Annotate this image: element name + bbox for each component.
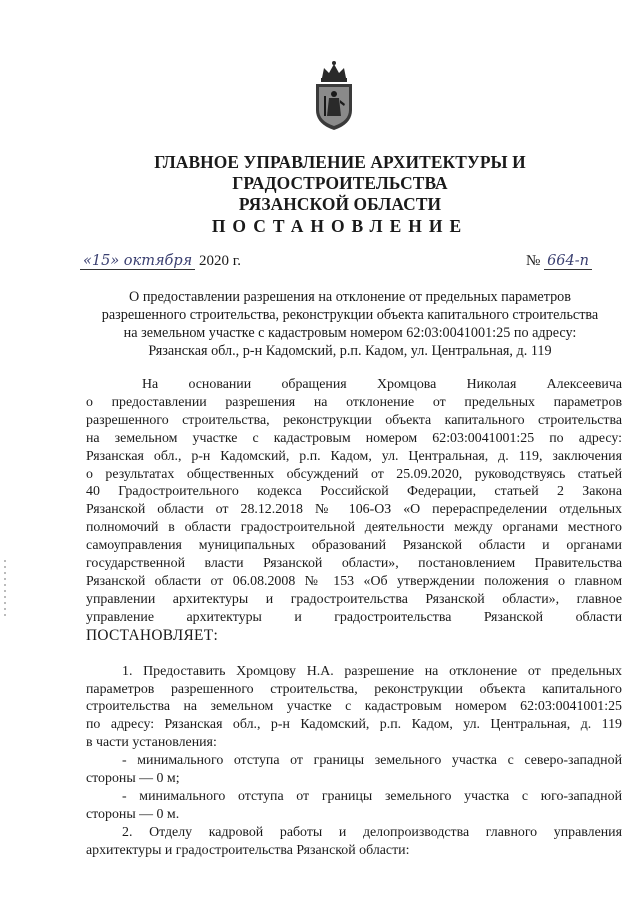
decree-word: ПОСТАНОВЛЯЕТ: bbox=[86, 626, 219, 644]
document-type-title: ПОСТАНОВЛЕНИЕ bbox=[211, 216, 469, 236]
preamble-continuation bbox=[86, 394, 622, 627]
preamble-line: государственной власти Рязанской области», постановлением Правительства bbox=[86, 556, 622, 572]
item-1-dash-1 bbox=[86, 752, 622, 788]
item-1-line: 1. Предоставить Хромцову Н.А. разрешение на отклонение от предельных bbox=[122, 663, 622, 679]
handwritten-number: 664-п bbox=[544, 253, 592, 270]
preamble-line: на земельном участке с кадастровым номером 62:03:0041001:25 по адресу: bbox=[86, 430, 622, 446]
subject-line: О предоставлении разрешения на отклонение от предельных параметров bbox=[129, 289, 571, 305]
item-2-paragraph bbox=[86, 824, 622, 860]
item-2-line: архитектуры и градостроительства Рязанской области: bbox=[86, 842, 410, 858]
document-year: 2020 г. bbox=[199, 253, 241, 269]
item-1-line: параметров разрешенного строительства, реконструкции объекта капитального bbox=[86, 681, 622, 697]
item-1-line: в части установления: bbox=[86, 735, 217, 751]
preamble-line: о предоставлении разрешения на отклонение от предельных параметров bbox=[86, 394, 622, 410]
document-number bbox=[526, 253, 592, 270]
agency-name bbox=[60, 152, 620, 215]
preamble-line: 40 Градостроительного кодекса Российской Федерации, статьей 2 Закона bbox=[86, 484, 622, 500]
item-1-paragraph bbox=[86, 663, 622, 753]
item-2-line: 2. Отделу кадровой работы и делопроизводства главного управления bbox=[122, 824, 622, 840]
subject-line: на земельном участке с кадастровым номером 62:03:0041001:25 по адресу: bbox=[123, 325, 577, 341]
item-1-line: строительства на земельном участке с кадастровым номером 62:03:0041001:25 bbox=[86, 699, 622, 715]
preamble-line: управление архитектуры и градостроительства Рязанской области bbox=[86, 609, 622, 625]
subject-line: Рязанская обл., р-н Кадомский, р.п. Кадом, ул. Центральная, д. 119 bbox=[148, 343, 552, 359]
number-sign: № bbox=[526, 253, 541, 269]
item-1-dash-2 bbox=[86, 788, 622, 824]
preamble-line: Рязанской области от 06.08.2008 № 153 «Об утверждении положения о главном bbox=[86, 573, 622, 589]
dash-line: - минимального отступа от границы земельного участка с северо-западной bbox=[122, 753, 622, 769]
preamble-line: разрешенного строительства, реконструкции объекта капитального строительства bbox=[86, 412, 622, 428]
coat-of-arms-emblem bbox=[312, 60, 356, 132]
document-subject bbox=[90, 288, 610, 360]
document-date bbox=[80, 253, 241, 270]
preamble-line: Рязанской области от 28.12.2018 № 106-ОЗ «О перераспределении отдельных bbox=[86, 502, 622, 518]
agency-name-line1: ГЛАВНОЕ УПРАВЛЕНИЕ АРХИТЕКТУРЫ И ГРАДОСТРОИТЕЛЬСТВА bbox=[154, 152, 526, 193]
scan-margin-mark bbox=[4, 560, 6, 620]
subject-line: разрешенного строительства, реконструкции объекта капитального строительства bbox=[101, 307, 599, 323]
dash-line: - минимального отступа от границы земельного участка с юго-западной bbox=[122, 788, 622, 804]
preamble-line: полномочий в области градостроительной деятельности между органами местного bbox=[86, 520, 622, 536]
preamble-line: самоуправления муниципальных образований Рязанской области и органами bbox=[86, 538, 622, 554]
preamble-line: Рязанская обл., р-н Кадомский, р.п. Кадом, ул. Центральная, д. 119, заключения bbox=[86, 448, 622, 464]
dash-line: стороны — 0 м; bbox=[86, 771, 180, 787]
agency-name-line2: РЯЗАНСКОЙ ОБЛАСТИ bbox=[238, 194, 442, 214]
item-1-line: по адресу: Рязанская обл., р-н Кадомский, р.п. Кадом, ул. Центральная, д. 119 bbox=[86, 717, 622, 733]
preamble-paragraph bbox=[86, 376, 622, 394]
preamble-line: управлении архитектуры и градостроительства Рязанской области», главное bbox=[86, 591, 622, 607]
dash-line: стороны — 0 м. bbox=[86, 806, 180, 822]
preamble-line: На основании обращения Хромцова Николая Алексеевича bbox=[142, 377, 622, 392]
handwritten-date: «15» октября bbox=[80, 253, 195, 270]
preamble-line: о результатах общественных обсуждений от 25.09.2020, руководствуясь статьей bbox=[86, 466, 622, 482]
document-body bbox=[86, 376, 622, 860]
